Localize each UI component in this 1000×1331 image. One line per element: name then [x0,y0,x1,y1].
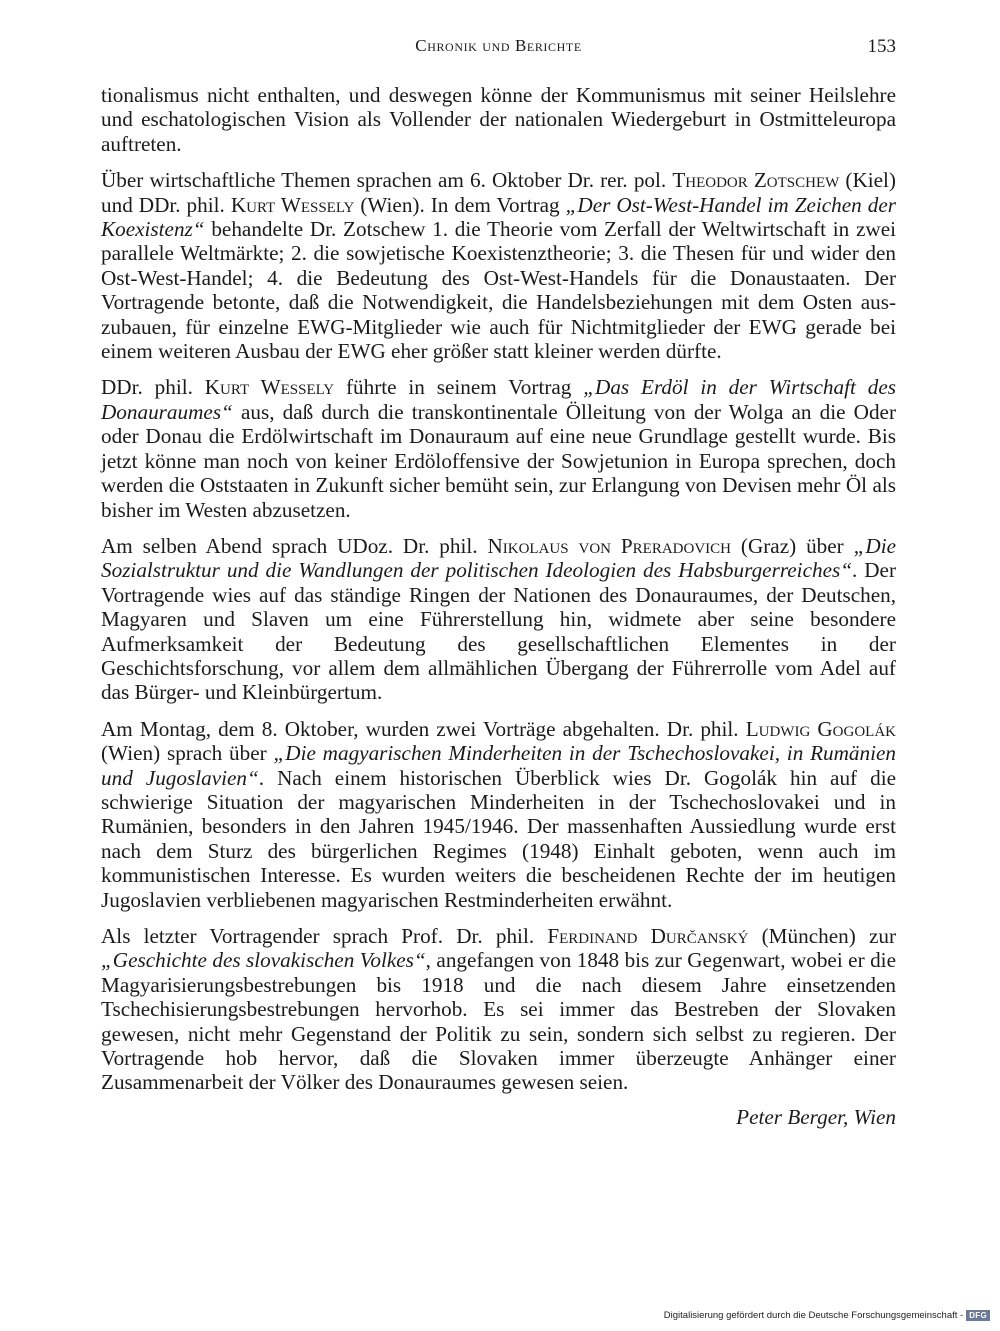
person-name: Kurt Wessely [204,375,335,400]
author-signature: Peter Berger, Wien [736,1104,896,1129]
paragraph [101,83,896,156]
footer-note: Digitalisierung gefördert durch die Deutsche Forschungsgemeinschaft - [663,1310,964,1321]
text-run: Am selben Abend sprach UDoz. Dr. phil. [101,533,488,558]
page-number: 153 [867,36,896,57]
paragraph [101,375,896,521]
person-name: Ludwig Gogolák [745,716,896,741]
article-body [101,83,896,1129]
text-run: DDr. phil. [101,375,205,400]
page-header [101,36,896,60]
person-name: Nikolaus von Preradovich [487,533,731,558]
lecture-title: „Geschichte des slovakischen Volkes“ [101,948,426,973]
lecture-title: „Die magyarischen Minderheiten in der Tschechoslovakei, in Rumänien und Jugoslavien“ [101,741,896,790]
person-name: Kurt Wessely [230,192,355,217]
text-run: Über wirtschaftliche Themen sprachen am 6. Oktober Dr. rer. pol. [101,168,673,193]
text-run: behandelte Dr. Zotschew 1. die Theorie vom Zerfall der Weltwirtschaft in zwei parallele Weltmärkte; 2. die sowjetische Koexistenztheorie; 3. die Thesen für und wider den Ost-West-Handel; 4. die Bedeutung des Ost-West-Handels für die Donaustaaten. Der Vortragende betonte, daß die Notwendigkeit, die Handelsbeziehungen mit dem Osten auszubauen, für einzelne EWG-Mitglieder wie auch für Nichtmitglieder der EWG gerade bei einem weiteren Ausbau der EWG eher größer statt kleiner werden dürfte. [101,217,896,364]
person-name: Theodor Zotschew [672,168,840,193]
paragraph [101,168,896,363]
paragraph [101,717,896,912]
text-run: Als letzter Vortragender sprach Prof. Dr. phil. [101,924,548,948]
lecture-title: „Das Erdöl in der Wirtschaft des Donauraumes“ [101,375,896,424]
text-run: , angefangen von 1848 bis zur Gegenwart, wobei er die Magyarisierungsbestrebungen bis 1918 und die nach diesem Jahre einsetzenden Tschechisierungsbestrebungen hervorhob. Es sei immer das Bestreben der Slovaken gewesen, nicht mehr Gegenstand der Politik zu sein, sondern sich selbst zu regieren. Der Vortragende hob hervor, daß die Slovaken immer überzeugte Anhänger einer Zusammenarbeit der Völker des Donauraumes gewesen seien. [101,948,896,1095]
text-run: (Wien) sprach über [101,741,274,766]
text-run: (Graz) über [731,533,854,558]
lecture-title: „Die Sozialstruktur und die Wandlungen der politischen Ideologien des Habsburgerreiches“ [101,533,896,583]
text-run: Am Montag, dem 8. Oktober, wurden zwei Vorträge abgehalten. Dr. phil. [101,716,746,741]
person-name: Ferdinand Durčanský [547,924,749,948]
text-run: . Nach einem historischen Überblick wies Dr. Gogolák hin auf die schwierige Situation der magyarischen Minderheiten in der Tschechoslovakei und in Rumänien, besonders in den Jahren 1945/1946. Der massenhaften Aussiedlung wurde erst nach dem Sturz des bürgerlichen Regimes (1948) Einhalt geboten, wenn auch im kommunistischen Interesse. Es wurden weiters die bescheidenen Rechte der im heutigen Jugoslavien verbliebenen magyarischen Restminderheiten erwähnt. [101,765,896,912]
text-run: tionalismus nicht enthalten, und deswegen könne der Kommunismus mit seiner Heilslehre und eschatologischen Vision als Vollender der nationalen Wiedergeburt in Ostmitteleuropa auftreten. [101,83,896,156]
paragraph [101,534,896,705]
dfg-logo: DFG [966,1310,990,1321]
text-run: aus, daß durch die transkontinentale Ölleitung von der Wolga an die Oder oder Donau die Erdölwirtschaft im Donauraum auf eine neue Grundlage gestellt wurde. Bis jetzt könne man noch von keiner Erdöloffensive der Sowjetunion in Europa sprechen, doch werden die Oststaaten in Zukunft sicher bemüht sein, zur Erlangung von Devisen mehr Öl als bisher im Westen abzusetzen. [101,399,896,522]
lecture-title: „Der Ost-West-Handel im Zeichen der Koexistenz“ [101,192,897,242]
text-run: (München) zur [748,924,896,948]
running-title: Chronik und Berichte [415,36,582,55]
text-run: führte in seinem Vortrag [334,375,584,400]
text-run: (Wien). In dem Vortrag [354,192,566,217]
text-run: . Der Vortragende wies auf das ständige Ringen der Nationen des Donauraumes, der Deutschen, Magyaren und Slaven um eine Führerstellung hin, widmete aber seine besondere Aufmerksamkeit der Bedeutung des gesellschaftlichen Elementes in der Geschichtsforschung, vor allem dem allmählichen Übergang der Führerrolle vom Adel auf das Bürger- und Kleinbürgertum. [101,558,897,705]
paragraph [101,924,896,1095]
digitization-footer [664,1310,990,1321]
text-run: (Kiel) und DDr. phil. [101,168,896,217]
